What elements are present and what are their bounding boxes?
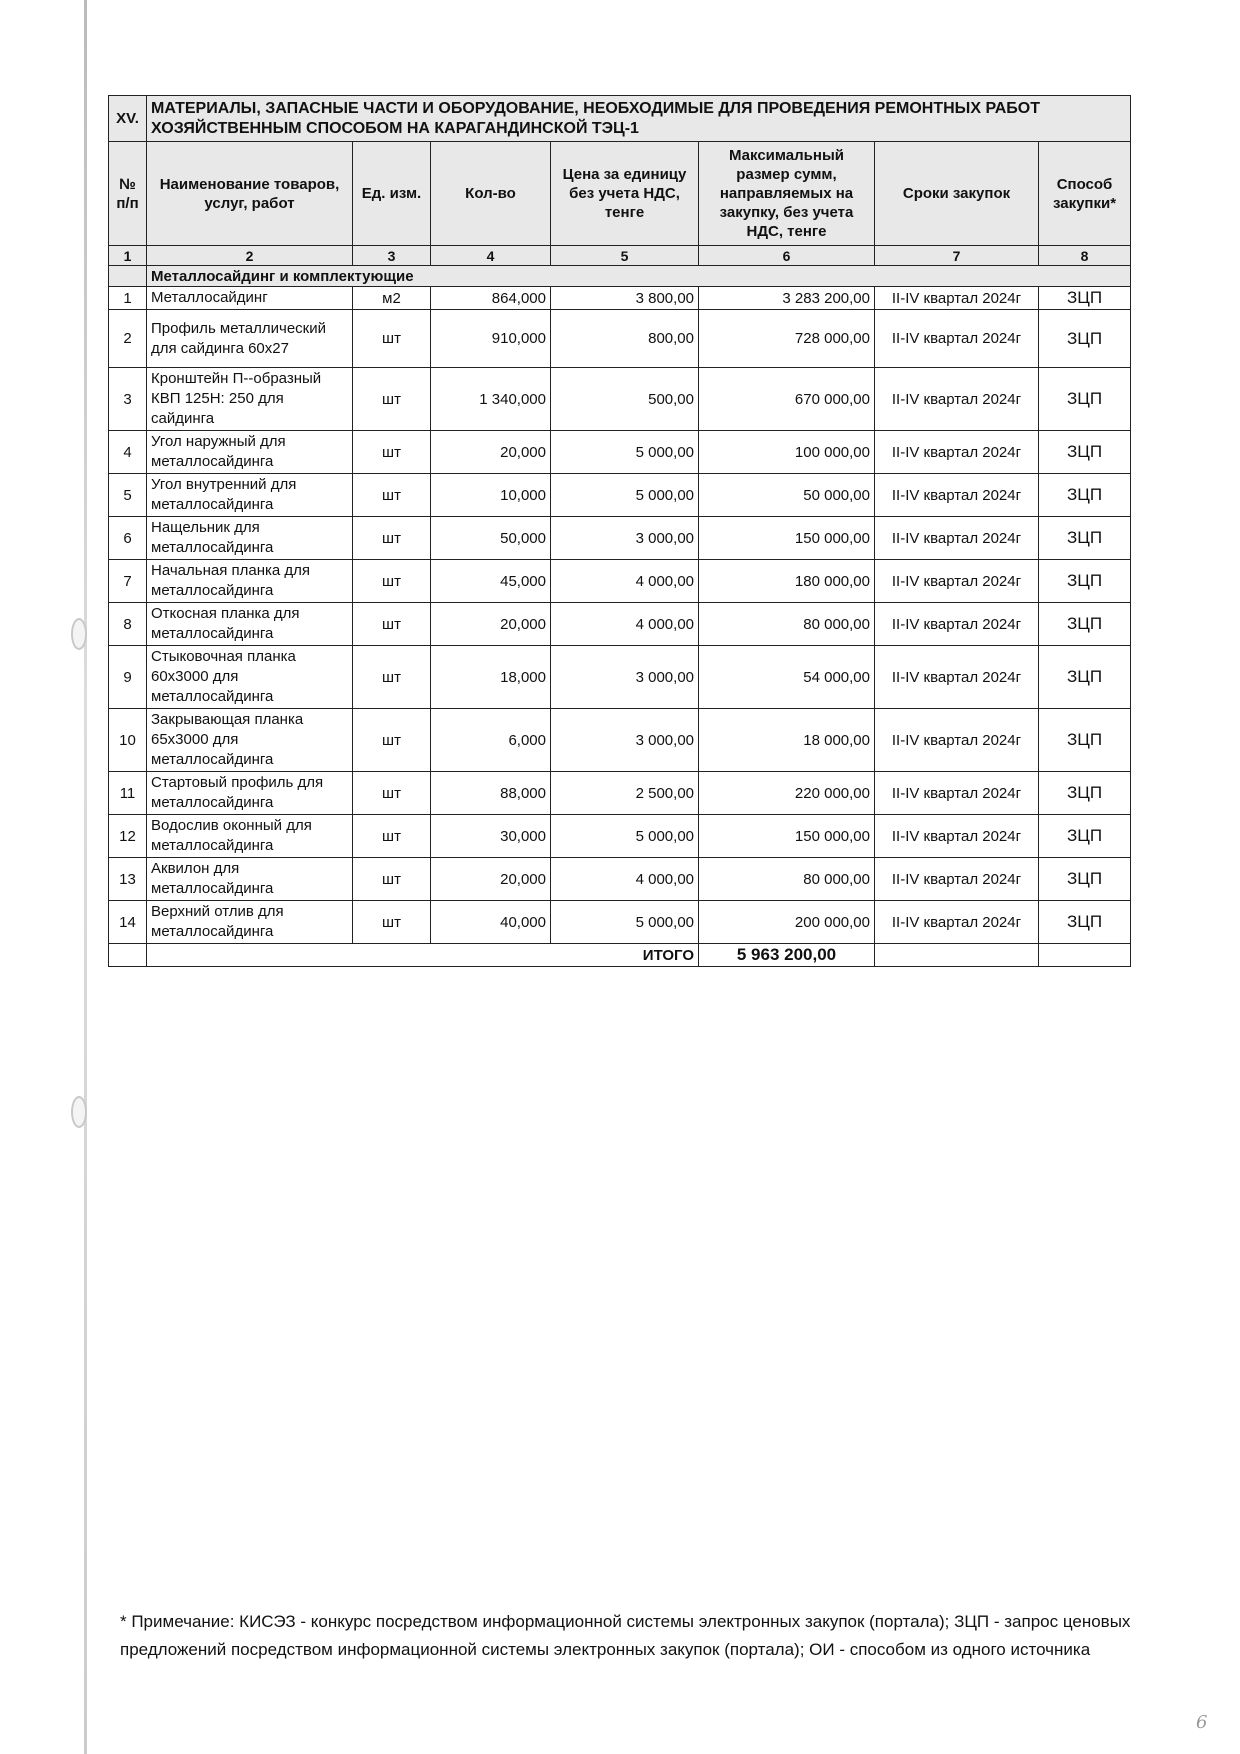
col-index: 5 bbox=[551, 246, 699, 266]
section-header-row bbox=[109, 96, 1131, 142]
column-index-row bbox=[109, 246, 1131, 266]
footnote: * Примечание: КИСЭЗ - конкурс посредством информационной системы электронных закупок (портала); ЗЦП - запрос ценовых предложений посредством информационной системы электронных закупок (портала); ОИ - способом из одного источника bbox=[120, 1612, 1131, 1659]
item-period: II-IV квартал 2024г bbox=[875, 517, 1039, 560]
item-name: Нащельник для металлосайдинга bbox=[147, 517, 353, 560]
col-index: 1 bbox=[109, 246, 147, 266]
item-qty: 18,000 bbox=[431, 646, 551, 709]
item-unit: шт bbox=[353, 474, 431, 517]
col-header-method: Способ закупки* bbox=[1039, 142, 1131, 246]
procurement-table bbox=[108, 95, 1131, 967]
table-row bbox=[109, 709, 1131, 772]
item-period: II-IV квартал 2024г bbox=[875, 901, 1039, 944]
table-row bbox=[109, 431, 1131, 474]
item-price: 3 000,00 bbox=[551, 517, 699, 560]
item-unit: шт bbox=[353, 431, 431, 474]
item-method: ЗЦП bbox=[1039, 474, 1131, 517]
col-header-qty: Кол-во bbox=[431, 142, 551, 246]
item-price: 3 800,00 bbox=[551, 287, 699, 310]
item-name: Профиль металлический для сайдинга 60х27 bbox=[147, 310, 353, 368]
row-number: 11 bbox=[109, 772, 147, 815]
item-sum: 220 000,00 bbox=[699, 772, 875, 815]
item-sum: 50 000,00 bbox=[699, 474, 875, 517]
item-method: ЗЦП bbox=[1039, 368, 1131, 431]
item-name: Стартовый профиль для металлосайдинга bbox=[147, 772, 353, 815]
item-name: Верхний отлив для металлосайдинга bbox=[147, 901, 353, 944]
item-price: 500,00 bbox=[551, 368, 699, 431]
item-method: ЗЦП bbox=[1039, 603, 1131, 646]
item-price: 5 000,00 bbox=[551, 815, 699, 858]
item-period: II-IV квартал 2024г bbox=[875, 310, 1039, 368]
item-name: Начальная планка для металлосайдинга bbox=[147, 560, 353, 603]
col-index: 4 bbox=[431, 246, 551, 266]
punch-hole bbox=[71, 1096, 87, 1128]
item-qty: 6,000 bbox=[431, 709, 551, 772]
group-row bbox=[109, 266, 1131, 287]
table-row bbox=[109, 815, 1131, 858]
item-period: II-IV квартал 2024г bbox=[875, 431, 1039, 474]
col-index: 3 bbox=[353, 246, 431, 266]
table-row bbox=[109, 646, 1131, 709]
table-row bbox=[109, 310, 1131, 368]
item-qty: 20,000 bbox=[431, 603, 551, 646]
row-number: 3 bbox=[109, 368, 147, 431]
item-period: II-IV квартал 2024г bbox=[875, 474, 1039, 517]
table-row bbox=[109, 517, 1131, 560]
item-method: ЗЦП bbox=[1039, 709, 1131, 772]
item-period: II-IV квартал 2024г bbox=[875, 560, 1039, 603]
table-row bbox=[109, 287, 1131, 310]
item-unit: шт bbox=[353, 310, 431, 368]
total-row bbox=[109, 944, 1131, 967]
row-number: 6 bbox=[109, 517, 147, 560]
total-label: ИТОГО bbox=[147, 944, 699, 967]
item-sum: 180 000,00 bbox=[699, 560, 875, 603]
section-title: МАТЕРИАЛЫ, ЗАПАСНЫЕ ЧАСТИ И ОБОРУДОВАНИЕ, НЕОБХОДИМЫЕ ДЛЯ ПРОВЕДЕНИЯ РЕМОНТНЫХ РАБОТ ХОЗЯЙСТВЕННЫМ СПОСОБОМ НА КАРАГАНДИНСКОЙ ТЭЦ-1 bbox=[147, 96, 1131, 142]
item-qty: 40,000 bbox=[431, 901, 551, 944]
col-header-price: Цена за единицу без учета НДС, тенге bbox=[551, 142, 699, 246]
column-header-row bbox=[109, 142, 1131, 246]
total-empty-cell bbox=[109, 944, 147, 967]
item-period: II-IV квартал 2024г bbox=[875, 646, 1039, 709]
item-sum: 18 000,00 bbox=[699, 709, 875, 772]
col-index: 8 bbox=[1039, 246, 1131, 266]
item-qty: 10,000 bbox=[431, 474, 551, 517]
item-price: 3 000,00 bbox=[551, 646, 699, 709]
page-number: 6 bbox=[1196, 1712, 1208, 1733]
col-header-period: Сроки закупок bbox=[875, 142, 1039, 246]
group-title: Металлосайдинг и комплектующие bbox=[147, 266, 1131, 287]
row-number: 14 bbox=[109, 901, 147, 944]
item-period: II-IV квартал 2024г bbox=[875, 772, 1039, 815]
item-period: II-IV квартал 2024г bbox=[875, 368, 1039, 431]
item-price: 800,00 bbox=[551, 310, 699, 368]
item-unit: шт bbox=[353, 646, 431, 709]
item-qty: 20,000 bbox=[431, 431, 551, 474]
item-unit: шт bbox=[353, 772, 431, 815]
item-sum: 54 000,00 bbox=[699, 646, 875, 709]
item-method: ЗЦП bbox=[1039, 646, 1131, 709]
item-method: ЗЦП bbox=[1039, 287, 1131, 310]
item-unit: шт bbox=[353, 709, 431, 772]
col-header-name: Наименование товаров, услуг, работ bbox=[147, 142, 353, 246]
item-sum: 80 000,00 bbox=[699, 603, 875, 646]
section-number: XV. bbox=[109, 96, 147, 142]
item-method: ЗЦП bbox=[1039, 517, 1131, 560]
item-price: 4 000,00 bbox=[551, 603, 699, 646]
item-period: II-IV квартал 2024г bbox=[875, 858, 1039, 901]
item-method: ЗЦП bbox=[1039, 310, 1131, 368]
item-qty: 864,000 bbox=[431, 287, 551, 310]
row-number: 9 bbox=[109, 646, 147, 709]
item-price: 5 000,00 bbox=[551, 431, 699, 474]
item-qty: 88,000 bbox=[431, 772, 551, 815]
item-period: II-IV квартал 2024г bbox=[875, 603, 1039, 646]
col-header-sum: Максимальный размер сумм, направляемых на закупку, без учета НДС, тенге bbox=[699, 142, 875, 246]
table-row bbox=[109, 368, 1131, 431]
item-period: II-IV квартал 2024г bbox=[875, 815, 1039, 858]
row-number: 5 bbox=[109, 474, 147, 517]
item-method: ЗЦП bbox=[1039, 560, 1131, 603]
total-empty-cell bbox=[1039, 944, 1131, 967]
item-period: II-IV квартал 2024г bbox=[875, 287, 1039, 310]
row-number: 4 bbox=[109, 431, 147, 474]
row-number: 7 bbox=[109, 560, 147, 603]
item-sum: 150 000,00 bbox=[699, 815, 875, 858]
item-price: 5 000,00 bbox=[551, 474, 699, 517]
row-number: 12 bbox=[109, 815, 147, 858]
item-period: II-IV квартал 2024г bbox=[875, 709, 1039, 772]
item-name: Угол наружный для металлосайдинга bbox=[147, 431, 353, 474]
page-binding-edge bbox=[84, 0, 87, 1754]
punch-hole bbox=[71, 618, 87, 650]
item-sum: 80 000,00 bbox=[699, 858, 875, 901]
item-name: Водослив оконный для металлосайдинга bbox=[147, 815, 353, 858]
table-row bbox=[109, 772, 1131, 815]
col-index: 2 bbox=[147, 246, 353, 266]
group-empty-cell bbox=[109, 266, 147, 287]
item-method: ЗЦП bbox=[1039, 431, 1131, 474]
item-unit: шт bbox=[353, 517, 431, 560]
item-unit: шт bbox=[353, 901, 431, 944]
item-method: ЗЦП bbox=[1039, 858, 1131, 901]
item-qty: 30,000 bbox=[431, 815, 551, 858]
item-qty: 50,000 bbox=[431, 517, 551, 560]
item-name: Угол внутренний для металлосайдинга bbox=[147, 474, 353, 517]
item-unit: шт bbox=[353, 603, 431, 646]
row-number: 1 bbox=[109, 287, 147, 310]
item-qty: 910,000 bbox=[431, 310, 551, 368]
item-unit: шт bbox=[353, 815, 431, 858]
item-unit: шт bbox=[353, 368, 431, 431]
table-body bbox=[109, 287, 1131, 944]
col-header-unit: Ед. изм. bbox=[353, 142, 431, 246]
row-number: 8 bbox=[109, 603, 147, 646]
item-method: ЗЦП bbox=[1039, 772, 1131, 815]
item-name: Стыковочная планка 60х3000 для металлосайдинга bbox=[147, 646, 353, 709]
item-sum: 100 000,00 bbox=[699, 431, 875, 474]
item-unit: м2 bbox=[353, 287, 431, 310]
table-row bbox=[109, 560, 1131, 603]
item-price: 3 000,00 bbox=[551, 709, 699, 772]
table-row bbox=[109, 474, 1131, 517]
item-sum: 728 000,00 bbox=[699, 310, 875, 368]
table-row bbox=[109, 858, 1131, 901]
table-row bbox=[109, 603, 1131, 646]
item-name: Аквилон для металлосайдинга bbox=[147, 858, 353, 901]
item-price: 4 000,00 bbox=[551, 858, 699, 901]
item-name: Закрывающая планка 65х3000 для металлосайдинга bbox=[147, 709, 353, 772]
col-index: 6 bbox=[699, 246, 875, 266]
item-sum: 3 283 200,00 bbox=[699, 287, 875, 310]
item-method: ЗЦП bbox=[1039, 901, 1131, 944]
item-method: ЗЦП bbox=[1039, 815, 1131, 858]
total-empty-cell bbox=[875, 944, 1039, 967]
total-value: 5 963 200,00 bbox=[699, 944, 875, 967]
item-price: 4 000,00 bbox=[551, 560, 699, 603]
row-number: 2 bbox=[109, 310, 147, 368]
row-number: 10 bbox=[109, 709, 147, 772]
table-row bbox=[109, 901, 1131, 944]
item-qty: 45,000 bbox=[431, 560, 551, 603]
item-qty: 1 340,000 bbox=[431, 368, 551, 431]
item-name: Металлосайдинг bbox=[147, 287, 353, 310]
item-unit: шт bbox=[353, 858, 431, 901]
item-sum: 200 000,00 bbox=[699, 901, 875, 944]
item-sum: 150 000,00 bbox=[699, 517, 875, 560]
item-name: Откосная планка для металлосайдинга bbox=[147, 603, 353, 646]
item-price: 2 500,00 bbox=[551, 772, 699, 815]
col-index: 7 bbox=[875, 246, 1039, 266]
col-header-number: № п/п bbox=[109, 142, 147, 246]
item-unit: шт bbox=[353, 560, 431, 603]
row-number: 13 bbox=[109, 858, 147, 901]
item-price: 5 000,00 bbox=[551, 901, 699, 944]
item-qty: 20,000 bbox=[431, 858, 551, 901]
item-name: Кронштейн П--образный КВП 125Н: 250 для сайдинга bbox=[147, 368, 353, 431]
item-sum: 670 000,00 bbox=[699, 368, 875, 431]
